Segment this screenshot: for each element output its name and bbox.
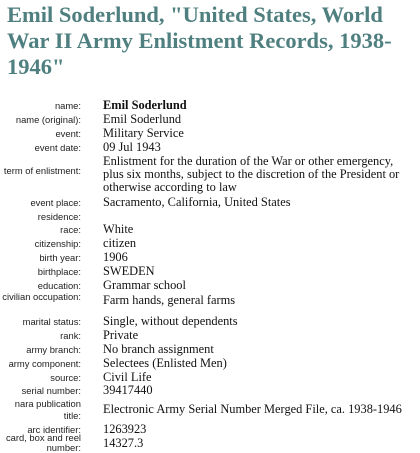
field-label: army component: [8,358,81,369]
field-label: name: [54,100,81,111]
field-value: Military Service [103,126,184,140]
field-value: Selectees (Enlisted Men) [103,356,227,370]
field-label: event place: [30,197,81,208]
field-label: education: [37,280,81,291]
field-label: residence: [37,211,81,222]
record-title: Emil Soderlund, "United States, World War II Army Enlistment Records, 1938-1946" [7,2,392,79]
field-label: nara publication title: [14,398,81,421]
field-label: citizenship: [34,238,81,249]
field-label: event: [55,128,81,139]
field-label: race: [60,224,81,235]
field-label: source: [50,372,81,383]
field-value: SWEDEN [103,264,155,278]
field-value: 1263923 [103,422,147,436]
field-label: serial number: [21,385,81,396]
field-value: 39417440 [103,383,153,397]
field-label: name (original): [15,114,81,125]
field-value: 14327.3 [103,436,144,450]
field-label: army branch: [26,344,81,355]
field-value: Emil Soderlund [103,112,182,126]
field-value: Private [103,328,139,342]
field-value: White [103,222,134,236]
field-value: Sacramento, California, United States [103,195,291,209]
field-label: card, box and reel number: [5,432,81,453]
field-value: citizen [103,236,137,250]
field-value: Enlistment for the duration of the War or other emergency, plus six months, subject to the discretion of the President or otherwise according to law [103,154,400,194]
field-value: Civil Life [103,370,152,384]
field-value: Grammar school [103,278,186,292]
field-label: term of enlistment: [3,165,81,176]
field-value: Farm hands, general farms [103,293,236,307]
field-label: marital status: [22,316,81,327]
field-label: birth year: [39,252,81,263]
field-value: 1906 [103,250,128,264]
field-value: Electronic Army Serial Number Merged File, ca. 1938-1946 [103,402,402,416]
field-label: rank: [60,330,81,341]
field-label: civilian occupation: [2,291,81,302]
field-label: arc identifier: [27,424,81,435]
field-value: No branch assignment [103,342,214,356]
field-value: 09 Jul 1943 [103,140,161,154]
field-value: Single, without dependents [103,314,238,328]
field-value: Emil Soderlund [103,98,187,112]
field-label: birthplace: [37,266,81,277]
field-label: event date: [34,142,81,153]
